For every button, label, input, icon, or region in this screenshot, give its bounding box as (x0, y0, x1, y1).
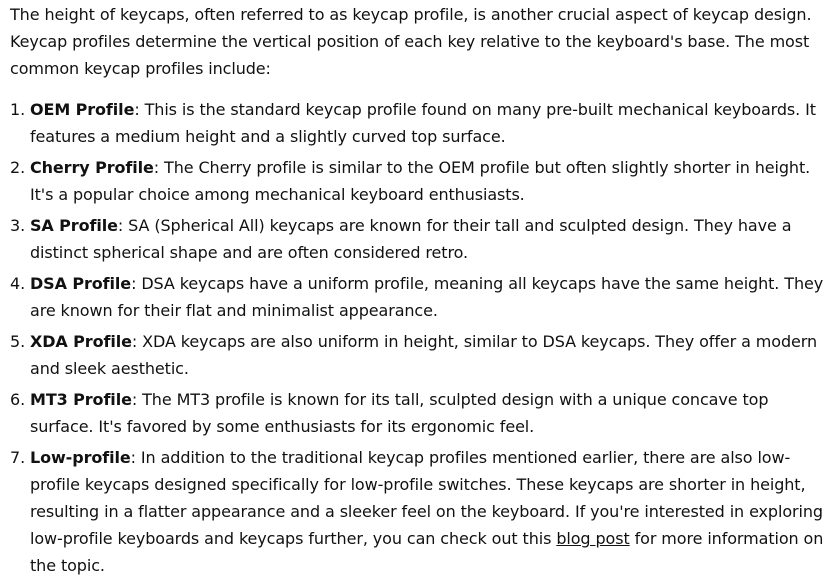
intro-paragraph: The height of keycaps, often referred to as keycap profile, is another crucial aspect of keycap design. Keycap profiles determine the vertical position of each key relative to the keyboard's base. The most common keycap profiles include: (10, 5, 812, 78)
list-item (10, 328, 825, 382)
profile-description-end: for more information on the topic. (30, 529, 824, 575)
profile-term: DSA Profile (30, 274, 132, 293)
list-number: 7. (10, 448, 26, 467)
list-item (10, 444, 825, 579)
profile-description: : The Cherry profile is similar to the OEM profile but often slightly shorter in height. It's a popular choice among mechanical keyboard enthusiasts. (30, 158, 811, 204)
blog-post-link[interactable]: blog post (556, 529, 630, 548)
profile-term: SA Profile (30, 216, 118, 235)
keycap-profile-list (10, 96, 825, 579)
list-number: 5. (10, 332, 26, 351)
list-number: 1. (10, 100, 26, 119)
list-number: 2. (10, 158, 26, 177)
list-item (10, 270, 825, 324)
list-number: 3. (10, 216, 26, 235)
list-number: 4. (10, 274, 26, 293)
list-item (10, 154, 825, 208)
profile-description: : The MT3 profile is known for its tall, sculpted design with a unique concave top surface. It's favored by some enthusiasts for its ergonomic feel. (30, 390, 769, 436)
profile-description: : In addition to the traditional keycap profiles mentioned earlier, there are also low-profile keycaps designed specifically for low-profile switches. These keycaps are shorter in height, resulting in a flatter appearance and a sleeker feel on the keyboard. If you're interested in exploring low-profile keyboards and keycaps further, you can check out this (30, 448, 823, 548)
profile-term: Cherry Profile (30, 158, 154, 177)
profile-description: : XDA keycaps are also uniform in height, similar to DSA keycaps. They offer a modern and sleek aesthetic. (30, 332, 817, 378)
profile-term: XDA Profile (30, 332, 132, 351)
list-item (10, 96, 825, 150)
list-item (10, 212, 825, 266)
profile-term: MT3 Profile (30, 390, 132, 409)
list-number: 6. (10, 390, 26, 409)
profile-term: Low-profile (30, 448, 131, 467)
list-item (10, 386, 825, 440)
profile-description: : SA (Spherical All) keycaps are known for their tall and sculpted design. They have a distinct spherical shape and are often considered retro. (30, 216, 792, 262)
profile-term: OEM Profile (30, 100, 135, 119)
profile-description: : This is the standard keycap profile found on many pre-built mechanical keyboards. It features a medium height and a slightly curved top surface. (30, 100, 816, 146)
profile-description: : DSA keycaps have a uniform profile, meaning all keycaps have the same height. They are known for their flat and minimalist appearance. (30, 274, 824, 320)
